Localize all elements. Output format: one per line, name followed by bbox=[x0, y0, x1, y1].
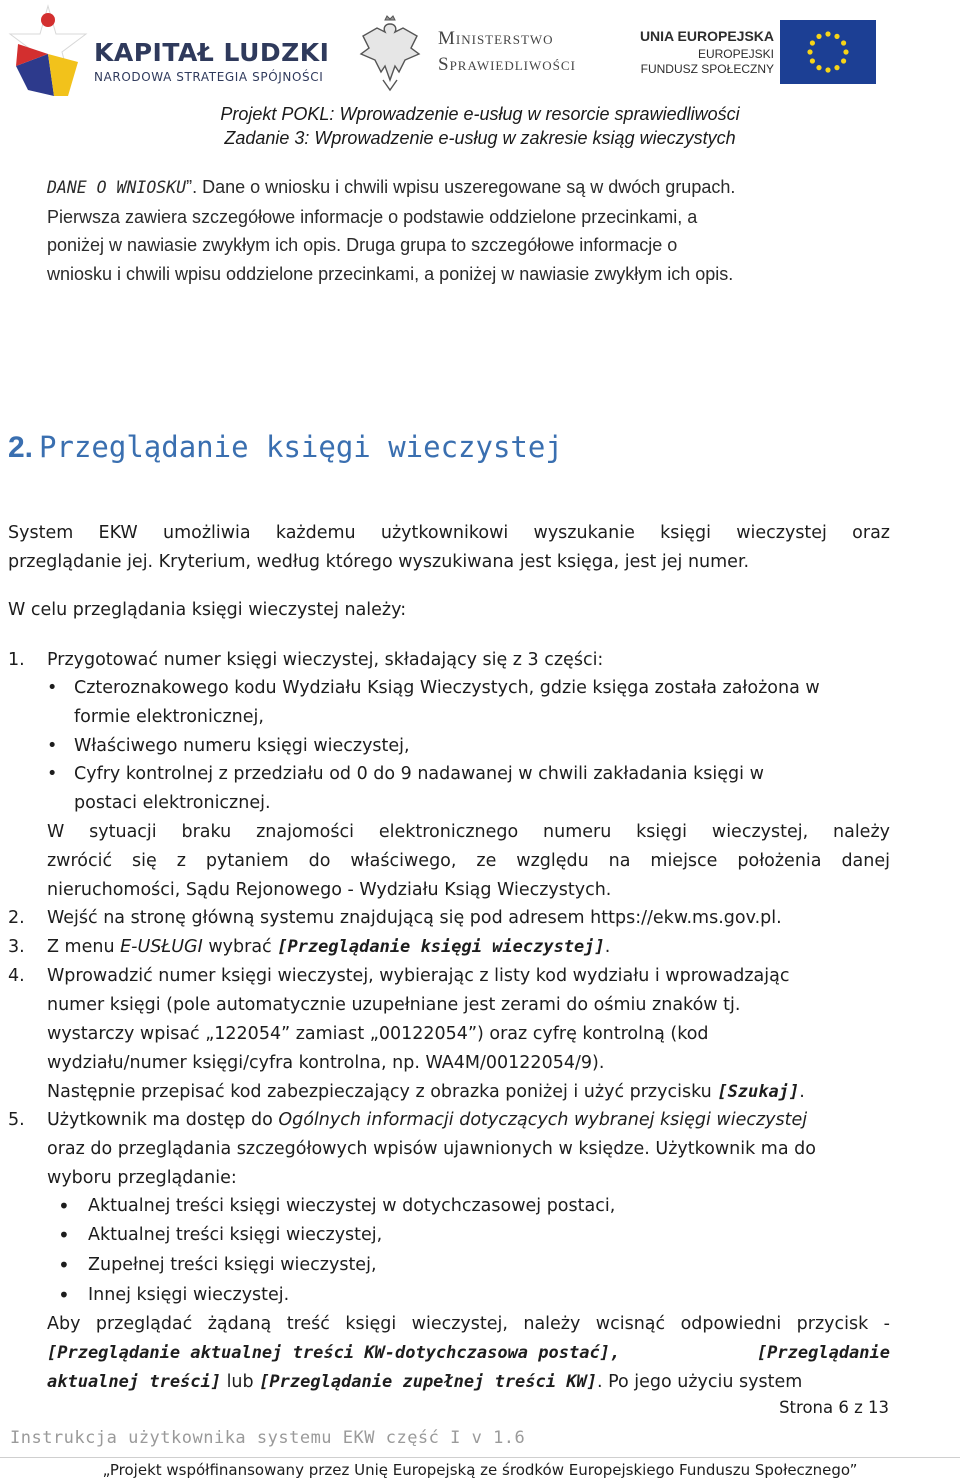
intro-line2: Pierwsza zawiera szczegółowe informacje o podstawie oddzielone przecinkami, a bbox=[47, 206, 698, 227]
project-title: Projekt POKL: Wprowadzenie e-usług w resorcie sprawiedliwości bbox=[220, 104, 740, 124]
eu-line2: EUROPEJSKI bbox=[697, 47, 774, 61]
step-number: 5. bbox=[8, 1110, 25, 1130]
step3-part: . bbox=[604, 937, 611, 957]
bullet-line: postaci elektronicznej. bbox=[74, 793, 271, 813]
step2-text: Wejść na stronę główną systemu znajdującą się pod adresem https://ekw.ms.gov.pl. bbox=[47, 908, 782, 928]
option-label: Aktualnej treści księgi wieczystej w dotychczasowej postaci, bbox=[88, 1196, 616, 1216]
step4-line: numer księgi (pole automatycznie uzupełniane jest zerami do ośmiu znaków tj. bbox=[47, 995, 741, 1015]
note-line: nieruchomości, Sądu Rejonowego - Wydziału Ksiąg Wieczystych. bbox=[47, 880, 612, 900]
button-reference: [Przeglądanie aktualnej treści KW-dotychczasowa postać], bbox=[47, 1343, 621, 1363]
step5-closing bbox=[47, 1310, 890, 1397]
section-paragraph bbox=[8, 519, 890, 577]
kapital-ludzki-emblem-icon bbox=[8, 4, 92, 100]
bullet-icon: • bbox=[58, 1283, 70, 1307]
step-number: 1. bbox=[8, 650, 25, 670]
search-command: [Szukaj] bbox=[717, 1082, 800, 1102]
step3-text bbox=[47, 933, 890, 962]
menu-name: E-USŁUGI bbox=[120, 937, 203, 957]
document-name: Instrukcja użytkownika systemu EKW część I v 1.6 bbox=[10, 1428, 526, 1448]
step4-line: wydziału/numer księgi/cyfra kontrolna, np. WA4M/00122054/9). bbox=[47, 1053, 605, 1073]
ministry-name-line1: Ministerstwo bbox=[438, 28, 554, 49]
intro-line1: ”. Dane o wniosku i chwili wpisu uszeregowane są w dwóch grupach. bbox=[186, 177, 736, 197]
step4-part: Następnie przepisać kod zabezpieczający z obrazka poniżej i użyć przycisku bbox=[47, 1082, 718, 1102]
list-item bbox=[47, 760, 892, 818]
bullet-icon: • bbox=[58, 1253, 70, 1277]
step3-part: Z menu bbox=[47, 937, 121, 957]
eu-flag-icon bbox=[780, 20, 876, 84]
bullet-line: Czteroznakowego kodu Wydziału Ksiąg Wieczystych, gdzie księga została założona w bbox=[74, 678, 820, 698]
closing-line: Aby przeglądać żądaną treść księgi wieczystej, należy wcisnąć odpowiedni przycisk - bbox=[47, 1314, 890, 1334]
footer-divider bbox=[0, 1457, 960, 1458]
bullet-icon: • bbox=[47, 678, 58, 698]
intro-paragraph bbox=[47, 173, 890, 288]
section-lead: W celu przeglądania księgi wieczystej należy: bbox=[8, 600, 407, 620]
bullet-icon: • bbox=[58, 1194, 70, 1218]
ministry-name-line2: Sprawiedliwości bbox=[438, 54, 576, 75]
intro-line bbox=[47, 203, 890, 232]
menu-command: [Przeglądanie księgi wieczystej] bbox=[277, 937, 605, 957]
closing-line bbox=[47, 1368, 890, 1397]
bullet-line: formie elektronicznej, bbox=[74, 707, 264, 727]
bullet-icon: • bbox=[58, 1223, 70, 1247]
step5-line: wyboru przeglądanie: bbox=[47, 1168, 237, 1188]
eu-line1: UNIA EUROPEJSKA bbox=[639, 28, 774, 44]
step1-text: Przygotować numer księgi wieczystej, składający się z 3 części: bbox=[47, 650, 604, 670]
section-paragraph-line1: System EKW umożliwia każdemu użytkownikowi wyszukanie księgi wieczystej oraz bbox=[8, 523, 890, 543]
eu-logo bbox=[639, 18, 886, 88]
eagle-emblem-icon bbox=[355, 14, 425, 94]
step-number: 3. bbox=[8, 937, 25, 957]
option-label: Aktualnej treści księgi wieczystej, bbox=[88, 1225, 383, 1245]
step5-line: oraz do przeglądania szczegółowych wpisów ujawnionych w księdze. Użytkownik ma do bbox=[47, 1139, 816, 1159]
step1-note bbox=[47, 818, 890, 905]
intro-line3: poniżej w nawiasie zwykłym ich opis. Druga grupa to szczegółowe informacje o bbox=[47, 235, 678, 255]
kapital-ludzki-logo bbox=[8, 4, 330, 100]
step4-text bbox=[47, 962, 890, 1107]
step5-text bbox=[47, 1106, 890, 1193]
kapital-ludzki-subtitle: NARODOWA STRATEGIA SPÓJNOŚCI bbox=[94, 70, 324, 84]
bullet-icon: • bbox=[47, 736, 58, 756]
bullet-icon: • bbox=[47, 764, 58, 784]
kapital-ludzki-title: KAPITAŁ LUDZKI bbox=[94, 38, 330, 67]
step4-line: wystarczy wpisać „122054” zamiast „00122054”) oraz cyfrę kontrolną (kod bbox=[47, 1024, 709, 1044]
closing-line bbox=[47, 1339, 890, 1368]
intro-line bbox=[47, 173, 890, 203]
project-task: Zadanie 3: Wprowadzenie e-usług w zakresie ksiąg wieczystych bbox=[224, 128, 736, 148]
option-label: Zupełnej treści księgi wieczystej, bbox=[88, 1255, 377, 1275]
button-reference: [Przeglądanie zupełnej treści KW] bbox=[259, 1372, 597, 1392]
list-item bbox=[47, 732, 892, 761]
step3-part: wybrać bbox=[202, 937, 278, 957]
eu-line3: FUNDUSZ SPOŁECZNY bbox=[640, 62, 774, 76]
section-paragraph-line2: przeglądanie jej. Kryterium, według którego wyszukiwana jest księga, jest jej numer. bbox=[8, 552, 750, 572]
page-number: Strona 6 z 13 bbox=[779, 1398, 889, 1417]
section-heading bbox=[8, 430, 563, 465]
step4-part: . bbox=[799, 1082, 805, 1102]
step5-line bbox=[47, 1106, 890, 1135]
button-reference: aktualnej treści] bbox=[47, 1372, 221, 1392]
closing-part: . Po jego użyciu system bbox=[596, 1372, 803, 1392]
step5-part: Użytkownik ma dostęp do bbox=[47, 1110, 279, 1130]
intro-line4: wniosku i chwili wpisu oddzielone przecinkami, a poniżej w nawiasie zwykłym ich opis. bbox=[47, 263, 734, 284]
bullet-line: Cyfry kontrolnej z przedziału od 0 do 9 nadawanej w chwili zakładania księgi w bbox=[74, 764, 764, 784]
funding-note: „Projekt współfinansowany przez Unię Europejską ze środków Europejskiego Funduszu Społecznego” bbox=[102, 1461, 858, 1479]
step-number: 2. bbox=[8, 908, 25, 928]
note-line: W sytuacji braku znajomości elektronicznego numeru księgi wieczystej, należy bbox=[47, 822, 890, 842]
bullet-line: Właściwego numeru księgi wieczystej, bbox=[74, 736, 410, 756]
ministry-logo bbox=[355, 14, 605, 94]
section-number: 2. bbox=[8, 431, 34, 464]
step4-line bbox=[47, 1078, 890, 1107]
intro-label: DANE O WNIOSKU bbox=[47, 178, 187, 197]
option-label: Innej księgi wieczystej. bbox=[88, 1285, 290, 1305]
intro-line bbox=[47, 231, 890, 260]
section-title: Przeglądanie księgi wieczystej bbox=[39, 430, 563, 464]
step-number: 4. bbox=[8, 966, 25, 986]
closing-part: lub bbox=[221, 1372, 260, 1392]
list-item bbox=[47, 674, 892, 732]
step4-line: Wprowadzić numer księgi wieczystej, wybierając z listy kod wydziału i wprowadzając bbox=[47, 966, 790, 986]
note-line: zwrócić się z pytaniem do właściwego, ze względu na miejsce położenia danej bbox=[47, 851, 890, 871]
general-info-name: Ogólnych informacji dotyczących wybranej księgi wieczystej bbox=[278, 1110, 808, 1130]
button-reference: [Przeglądanie bbox=[756, 1343, 890, 1363]
